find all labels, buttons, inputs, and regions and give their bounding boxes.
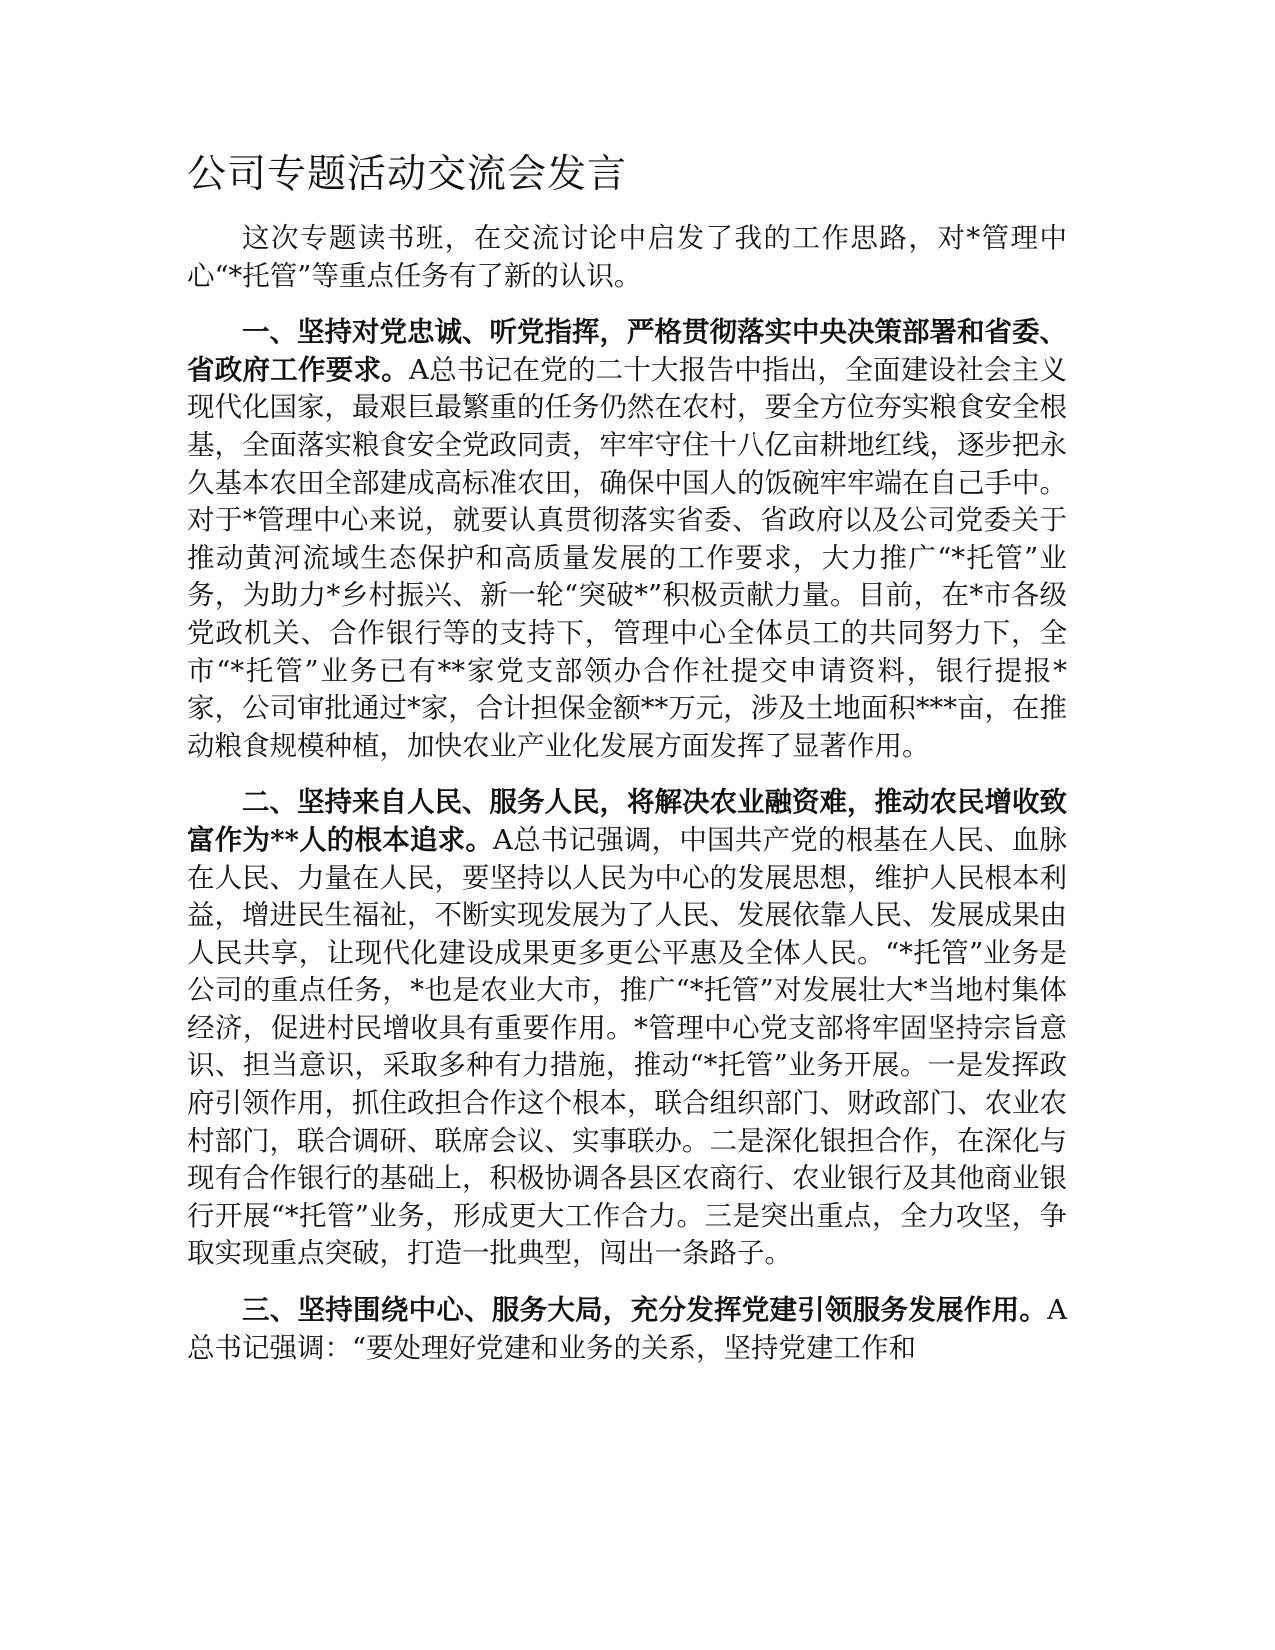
document-title: 公司专题活动交流会发言 xyxy=(187,152,628,197)
section-3-heading: 三、坚持围绕中心、服务大局，充分发挥党建引领服务发展作用。 xyxy=(242,1294,1048,1327)
section-1-heading: 一、坚持对党忠诚、听党指挥，严格贯彻落实中央决策部署和省委、省政府工作要求。 xyxy=(187,316,1067,386)
intro-paragraph: 这次专题读书班，在交流讨论中启发了我的工作思路，对*管理中心“*托管”等重点任务有了新的认识。 xyxy=(187,222,1067,292)
section-2-heading: 二、坚持来自人民、服务人民，将解决农业融资难，推动农民增收致富作为**人的根本追求。 xyxy=(187,786,1067,856)
section-1-paragraph xyxy=(187,314,1067,765)
section-3-body: A总书记强调：“要处理好党建和业务的关系，坚持党建工作和 xyxy=(187,1294,1067,1364)
section-1-body: A总书记在党的二十大报告中指出，全面建设社会主义现代化国家，最艰巨最繁重的任务仍然在农村，要全方位夯实粮食安全根基，全面落实粮食安全党政同责，牢牢守住十八亿亩耕地红线，逐步把永久基本农田全部建成高标准农田，确保中国人的饭碗牢牢端在自己手中。对于*管理中心来说，就要认真贯彻落实省委、省政府以及公司党委关于推动黄河流域生态保护和高质量发展的工作要求，大力推广“*托管”业务，为助力*乡村振兴、新一轮“突破*”积极贡献力量。目前，在*市各级党政机关、合作银行等的支持下，管理中心全体员工的共同努力下，全市“*托管”业务已有**家党支部领办合作社提交申请资料，银行提报*家，公司审批通过*家，合计担保金额**万元，涉及土地面积***亩，在推动粮食规模种植，加快农业产业化发展方面发挥了显著作用。 xyxy=(187,353,1068,762)
section-3-paragraph xyxy=(187,1292,1067,1367)
section-2-body: A总书记强调，中国共产党的根基在人民、血脉在人民、力量在人民，要坚持以人民为中心的发展思想，维护人民根本利益，增进民生福祉，不断实现发展为了人民、发展依靠人民、发展成果由人民共享，让现代化建设成果更多更公平惠及全体人民。“*托管”业务是公司的重点任务，*也是农业大市，推广“*托管”对发展壮大*当地村集体经济，促进村民增收具有重要作用。*管理中心党支部将牢固坚持宗旨意识、担当意识，采取多种有力措施，推动“*托管”业务开展。一是发挥政府引领作用，抓住政担合作这个根本，联合组织部门、财政部门、农业农村部门，联合调研、联席会议、实事联办。二是深化银担合作，在深化与现有合作银行的基础上，积极协调各县区农商行、农业银行及其他商业银行开展“*托管”业务，形成更大工作合力。三是突出重点，全力攻坚，争取实现重点突破，打造一批典型，闯出一条路子。 xyxy=(187,823,1068,1270)
section-2-paragraph xyxy=(187,784,1067,1273)
document-body xyxy=(187,148,1067,1367)
